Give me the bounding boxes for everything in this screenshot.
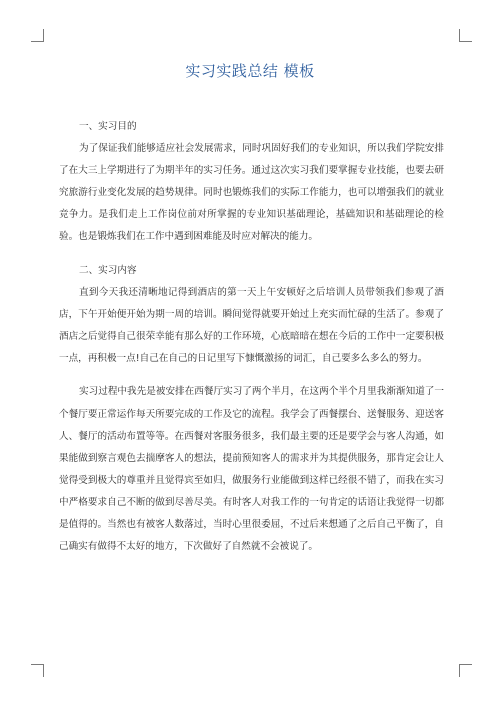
corner-mark-top-right [459,29,472,42]
paragraph-western-restaurant: 实习过程中我先是被安排在西餐厅实习了两个半月，在这两个半个月里我渐渐知道了一个餐厅要正常运作每天所要完成的工作及它的流程。我学会了西餐摆台、送餐服务、迎送客人、餐厅的活动布置等等。在西餐对客服务很多，我们最主要的还是要学会与客人沟通，如果能做到察言观色去揣摩客人的想法，提前预知客人的需求并为其提供服务，那肯定会让人觉得受到极大的尊重并且觉得宾至如归，做服务行业能做到这样已经很不错了，而我在实习中严格要求自己不断的做到尽善尽美。有时客人对我工作的一句肯定的话语让我觉得一切都是值得的。当然也有被客人数落过，当时心里很委屈，不过后来想通了之后自己平衡了，自己确实有做得不太好的地方，下次做好了自然就不会被说了。 [59,386,444,553]
corner-mark-bottom-right [459,664,472,677]
document-title: 实习实践总结 模板 [185,62,315,80]
document-body [59,116,444,569]
section-heading-purpose: 一、实习目的 [79,121,137,132]
corner-mark-top-left [31,29,44,42]
paragraph-first-day: 直到今天我还清晰地记得到酒店的第一天上午安顿好之后培训人员带领我们参观了酒店，下午开始便开始为期一周的培训。瞬间觉得就要开始过上充实而忙碌的生活了。参观了酒店之后觉得自己很荣幸能有那么好的工作环境，心底暗暗在想在今后的工作中一定要积极一点，再积极一点!自己在自己的日记里写下慷慨激扬的词汇，自己要多么多么的努力。 [59,286,444,365]
paragraph-purpose: 为了保证我们能够适应社会发展需求，同时巩固好我们的专业知识，所以我们学院安排了在大三上学期进行了为期半年的实习任务。通过这次实习我们要掌握专业技能，也要去研究旅游行业变化发展的趋势规律。同时也锻炼我们的实际工作能力，也可以增强我们的就业竞争力。是我们走上工作岗位前对所掌握的专业知识基础理论，基础知识和基础理论的检验。也是锻炼我们在工作中遇到困难能及时应对解决的能力。 [59,143,444,243]
section-heading-content: 二、实习内容 [79,264,137,276]
corner-mark-bottom-left [31,664,44,677]
